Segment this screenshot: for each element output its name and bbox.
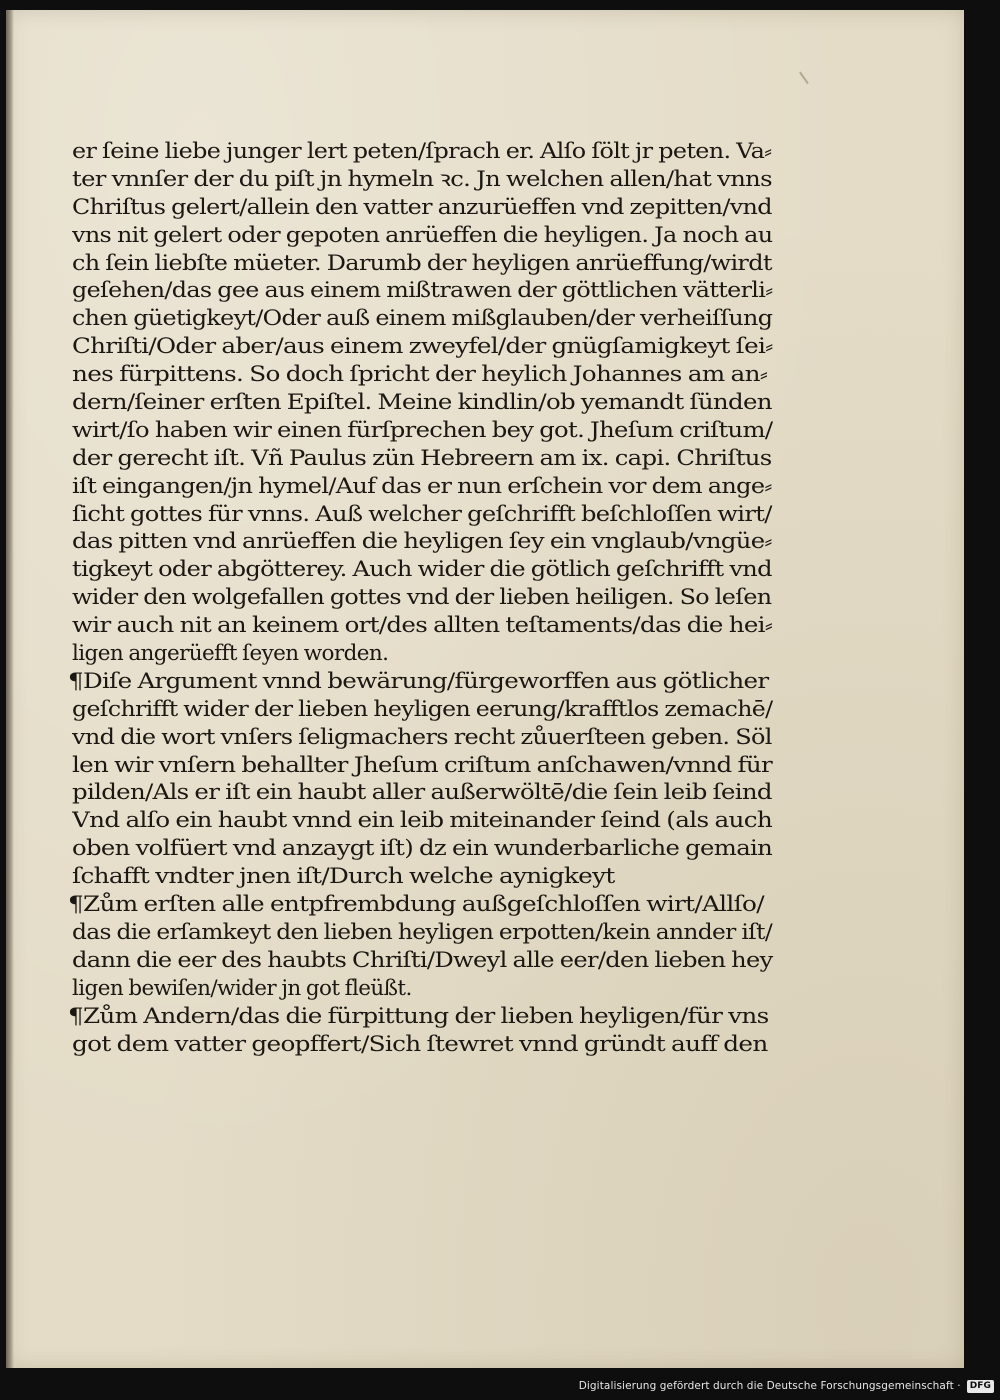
text-line: Vnd alſo ein haubt vnnd ein leib miteinander ſeind (als auch (72, 808, 773, 834)
text-line: der gerecht iſt. Vñ Paulus zün Hebreern am ix. capi. Chriſtus (72, 445, 772, 471)
text-line: tigkeyt oder abgötterey. Auch wider die götlich geſchrifft vnd (72, 557, 772, 583)
text-line: len wir vnſern behallter Jheſum criſtum anſchawen/vnnd für (72, 752, 773, 778)
text-line: dern/ſeiner erſten Epiſtel. Meine kindlin/ob yemandt ſünden (72, 390, 772, 416)
text-line: ligen angerüefft ſeyen worden. (72, 641, 389, 667)
text-line: geſehen/das gee aus einem mißtrawen der göttlichen vätterli⸗ (72, 278, 773, 304)
text-line: das die erſamkeyt den lieben heyligen erpotten/kein annder iſt/ (72, 919, 773, 945)
text-line: ter vnnſer der du piſt jn hymeln ꝛc. Jn welchen allen/hat vnns (72, 166, 772, 192)
text-line: got dem vatter geopffert/Sich ſtewret vnnd gründt auff den (72, 1031, 768, 1057)
text-line: vns nit gelert oder gepoten anrüeffen die heyligen. Ja noch au (72, 222, 773, 248)
book-page (6, 10, 964, 1368)
text-line: dann die eer des haubts Chriſti/Dweyl alle eer/den lieben hey (72, 947, 773, 973)
text-line: Chriſtus gelert/allein den vatter anzurüeffen vnd zepitten/vnd (72, 194, 772, 220)
page-text-block (68, 138, 773, 1058)
text-line: iſt eingangen/jn hymel/Auf das er nun erſchein vor dem ange⸗ (72, 473, 772, 499)
text-line: Chriſti/Oder aber/aus einem zweyfel/der gnügſamigkeyt ſei⸗ (72, 334, 773, 360)
funding-note: Digitalisierung gefördert durch die Deutsche Forschungsgemeinschaft · (578, 1380, 961, 1392)
text-line: nes fürpittens. So doch ſpricht der heylich Johannes am an⸗ (72, 362, 768, 388)
text-line: pilden/Als er iſt ein haubt aller außerwöltē/die ſein leib ſeind (72, 780, 772, 806)
text-line: geſchrifft wider der lieben heyligen eerung/krafftlos zemachē/ (72, 696, 773, 722)
text-line: er ſeine liebe junger lert peten/ſprach er. Alſo ſölt jr peten. Va⸗ (72, 139, 772, 164)
text-line: ¶Zům Andern/das die fürpittung der lieben heyligen/für vns (68, 1003, 769, 1029)
funding-footer (579, 1378, 994, 1394)
text-line: chen güetigkeyt/Oder auß einem mißglauben/der verheiſſung (72, 306, 773, 332)
text-line: ¶Zům erſten alle entpfrembdung außgeſchloſſen wirt/Allſo/ (68, 892, 764, 918)
page-gutter-edge (6, 10, 14, 1368)
text-line: das pitten vnd anrüeffen die heyligen ſey ein vnglaub/vngüe⸗ (72, 529, 772, 555)
dfg-logo: DFG (967, 1380, 994, 1393)
text-line: wider den wolgefallen gottes vnd der lieben heiligen. So leſen (72, 585, 772, 611)
text-line: ligen bewiſen/wider jn got fleüßt. (72, 975, 412, 1001)
text-line: ¶Diſe Argument vnnd bewärung/fürgeworffen aus götlicher (68, 668, 769, 694)
pencil-mark (799, 66, 817, 84)
text-line: vnd die wort vnſers ſeligmachers recht zůuerſteen geben. Söl (72, 724, 772, 750)
text-line: wir auch nit an keinem ort/des allten teſtaments/das die hei⸗ (72, 613, 773, 639)
text-line: oben volfüert vnd anzaygt iſt) dz ein wunderbarliche gemain (72, 836, 773, 862)
text-line: ſicht gottes für vnns. Auß welcher geſchrifft beſchloſſen wirt/ (72, 501, 772, 527)
text-line: ſchafft vndter jnen iſt/Durch welche aynigkeyt (72, 864, 615, 890)
text-line: wirt/ſo haben wir einen fürſprechen bey got. Jheſum criſtum/ (72, 417, 773, 443)
text-line: ch ſein liebſte müeter. Darumb der heyligen anrüeffung/wirdt (72, 250, 772, 276)
